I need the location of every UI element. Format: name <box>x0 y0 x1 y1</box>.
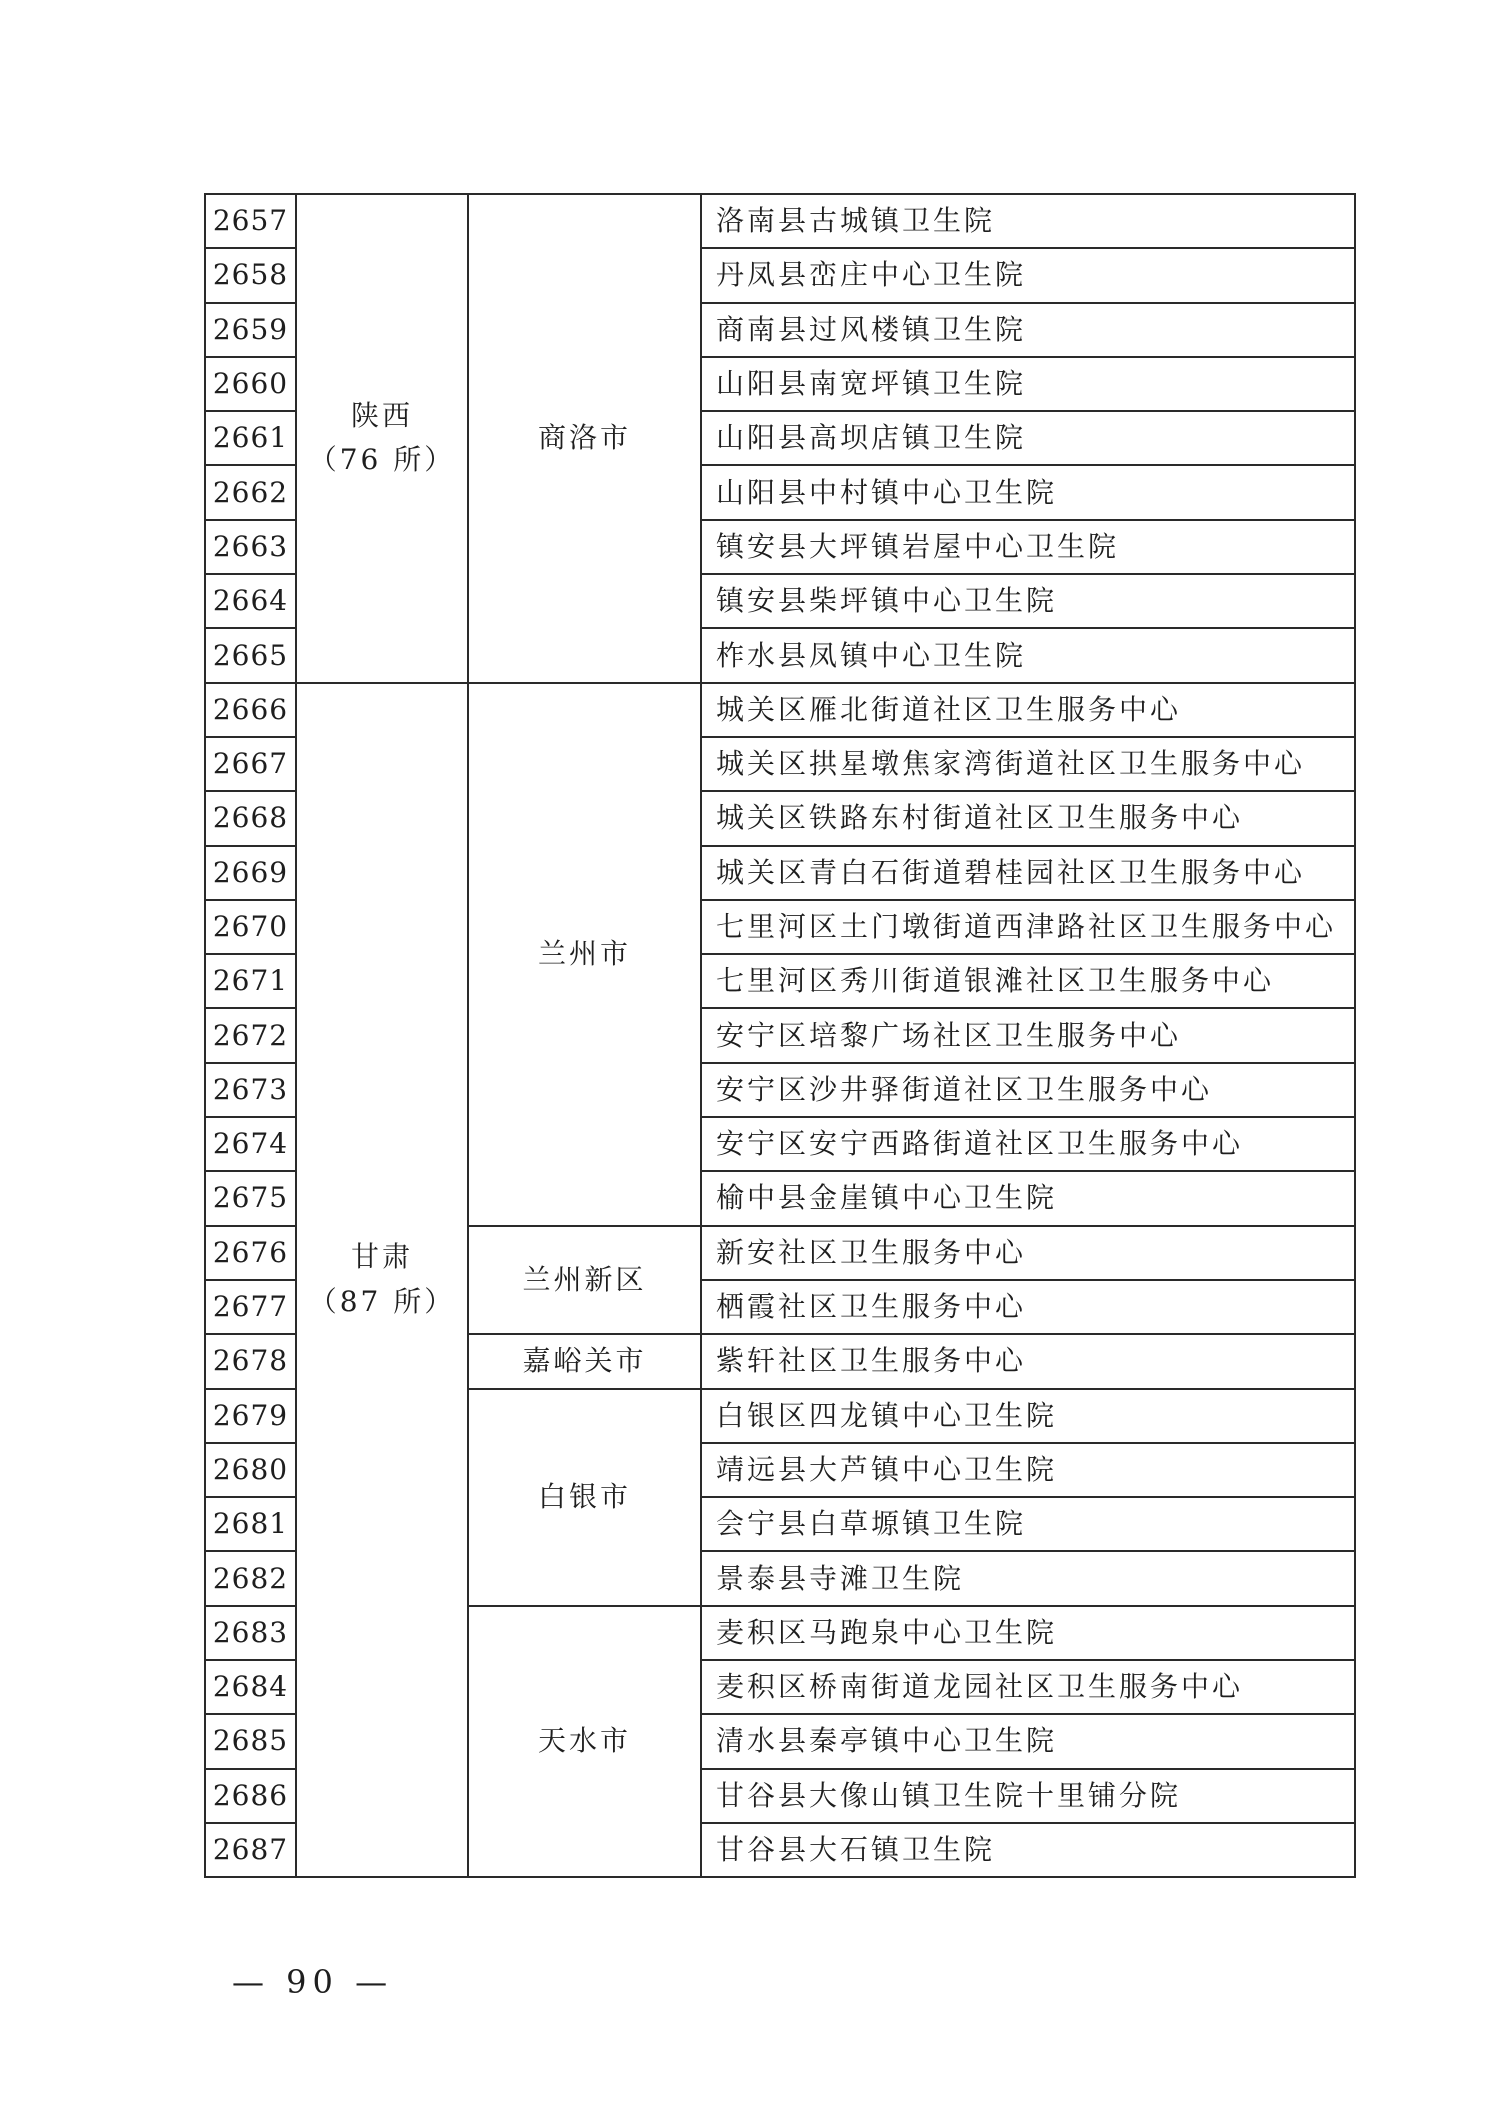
row-number: 2682 <box>205 1551 296 1605</box>
city-cell-baiyin: 白银市 <box>468 1389 701 1606</box>
institution-name: 山阳县高坝店镇卫生院 <box>701 411 1355 465</box>
row-number: 2679 <box>205 1389 296 1443</box>
province-cell-gansu <box>296 683 468 1878</box>
institution-table <box>204 193 1356 1878</box>
row-number: 2678 <box>205 1334 296 1388</box>
row-number: 2670 <box>205 900 296 954</box>
institution-name: 会宁县白草塬镇卫生院 <box>701 1497 1355 1551</box>
institution-name: 麦积区桥南街道龙园社区卫生服务中心 <box>701 1660 1355 1714</box>
row-number: 2669 <box>205 846 296 900</box>
institution-name: 丹凤县峦庄中心卫生院 <box>701 248 1355 302</box>
row-number: 2681 <box>205 1497 296 1551</box>
institution-name: 安宁区培黎广场社区卫生服务中心 <box>701 1008 1355 1062</box>
institution-name: 清水县秦亭镇中心卫生院 <box>701 1714 1355 1768</box>
institution-name: 甘谷县大像山镇卫生院十里铺分院 <box>701 1769 1355 1823</box>
institution-name: 商南县过风楼镇卫生院 <box>701 303 1355 357</box>
institution-name: 紫轩社区卫生服务中心 <box>701 1334 1355 1388</box>
institution-name: 山阳县南宽坪镇卫生院 <box>701 357 1355 411</box>
row-number: 2683 <box>205 1606 296 1660</box>
row-number: 2658 <box>205 248 296 302</box>
institution-name: 镇安县大坪镇岩屋中心卫生院 <box>701 520 1355 574</box>
institution-name: 栖霞社区卫生服务中心 <box>701 1280 1355 1334</box>
row-number: 2676 <box>205 1226 296 1280</box>
institution-name: 景泰县寺滩卫生院 <box>701 1551 1355 1605</box>
row-number: 2674 <box>205 1117 296 1171</box>
institution-name: 城关区铁路东村街道社区卫生服务中心 <box>701 791 1355 845</box>
page-number: — 90 — <box>232 1963 394 2001</box>
row-number: 2661 <box>205 411 296 465</box>
institution-name: 洛南县古城镇卫生院 <box>701 194 1355 248</box>
institution-name: 城关区拱星墩焦家湾街道社区卫生服务中心 <box>701 737 1355 791</box>
row-number: 2662 <box>205 465 296 519</box>
institution-name: 安宁区沙井驿街道社区卫生服务中心 <box>701 1063 1355 1117</box>
institution-name: 山阳县中村镇中心卫生院 <box>701 465 1355 519</box>
row-number: 2671 <box>205 954 296 1008</box>
institution-name: 甘谷县大石镇卫生院 <box>701 1823 1355 1877</box>
province-count: （87 所） <box>308 1284 456 1318</box>
row-number: 2664 <box>205 574 296 628</box>
row-number: 2668 <box>205 791 296 845</box>
institution-name: 靖远县大芦镇中心卫生院 <box>701 1443 1355 1497</box>
row-number: 2663 <box>205 520 296 574</box>
row-number: 2675 <box>205 1171 296 1225</box>
row-number: 2687 <box>205 1823 296 1877</box>
row-number: 2677 <box>205 1280 296 1334</box>
row-number: 2666 <box>205 683 296 737</box>
city-cell-lanzhou: 兰州市 <box>468 683 701 1226</box>
row-number: 2684 <box>205 1660 296 1714</box>
institution-name: 城关区青白石街道碧桂园社区卫生服务中心 <box>701 846 1355 900</box>
institution-name: 白银区四龙镇中心卫生院 <box>701 1389 1355 1443</box>
row-number: 2680 <box>205 1443 296 1497</box>
institution-name: 新安社区卫生服务中心 <box>701 1226 1355 1280</box>
institution-name: 城关区雁北街道社区卫生服务中心 <box>701 683 1355 737</box>
province-name: 陕西 <box>350 398 413 432</box>
institution-name: 安宁区安宁西路街道社区卫生服务中心 <box>701 1117 1355 1171</box>
institution-name: 柞水县凤镇中心卫生院 <box>701 628 1355 682</box>
row-number: 2667 <box>205 737 296 791</box>
institution-name: 麦积区马跑泉中心卫生院 <box>701 1606 1355 1660</box>
city-cell-lanzhou-new-area: 兰州新区 <box>468 1226 701 1335</box>
table-row <box>205 683 1355 737</box>
province-cell-shaanxi <box>296 194 468 683</box>
row-number: 2660 <box>205 357 296 411</box>
city-cell-jiayuguan: 嘉峪关市 <box>468 1334 701 1388</box>
city-cell-tianshui: 天水市 <box>468 1606 701 1877</box>
row-number: 2686 <box>205 1769 296 1823</box>
row-number: 2685 <box>205 1714 296 1768</box>
row-number: 2672 <box>205 1008 296 1062</box>
institution-name: 榆中县金崖镇中心卫生院 <box>701 1171 1355 1225</box>
province-count: （76 所） <box>308 443 456 477</box>
row-number: 2659 <box>205 303 296 357</box>
institution-name: 镇安县柴坪镇中心卫生院 <box>701 574 1355 628</box>
table-row <box>205 194 1355 248</box>
city-cell-shangluo: 商洛市 <box>468 194 701 683</box>
province-name: 甘肃 <box>350 1240 413 1274</box>
institution-name: 七里河区秀川街道银滩社区卫生服务中心 <box>701 954 1355 1008</box>
row-number: 2665 <box>205 628 296 682</box>
institution-name: 七里河区土门墩街道西津路社区卫生服务中心 <box>701 900 1355 954</box>
row-number: 2673 <box>205 1063 296 1117</box>
row-number: 2657 <box>205 194 296 248</box>
